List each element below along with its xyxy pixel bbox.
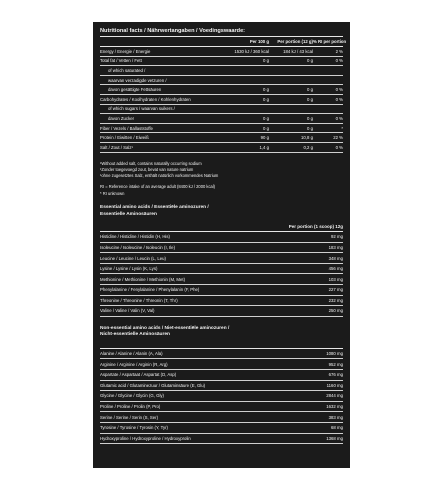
amino-acid-value: 250 mg <box>328 308 343 314</box>
amino-acid-value: 2844 mg <box>326 393 343 399</box>
amino-acid-row <box>100 434 343 445</box>
nonessential-title-line: Nicht-essentielle Aminosäuren <box>100 332 170 338</box>
essential-title-line: Essential amino acids / Essentiële aminozuren / <box>100 205 209 211</box>
footnote-line: ¹ohne zugesetztes Salz, enthält natürlich vorkommendes Natrium <box>100 173 219 179</box>
nutrition-row <box>100 47 343 57</box>
amino-acid-value: 232 mg <box>328 297 343 303</box>
value-ri: 22 % <box>333 135 343 141</box>
footnote-line: * RI unknown <box>100 190 125 196</box>
value-per-100g: 0 g <box>263 96 269 102</box>
amino-acid-label: Glycine / Glycine / Glycin (G, Gly) <box>100 393 164 399</box>
amino-acid-label: Alanine / Alanine / Alanin (A, Ala) <box>100 351 163 357</box>
nutrient-label: Energy / Energie / Energie <box>100 48 151 54</box>
amino-acid-row <box>100 370 343 381</box>
value-per-portion: 0 g <box>307 96 313 102</box>
nutrition-row <box>100 76 343 86</box>
footnote-line: ¹Zonder toegevoegd zout, bevat van nature natrium <box>100 166 194 172</box>
amino-acid-label: Serine / Serine / Serin (S, Ser) <box>100 414 159 420</box>
amino-acid-row <box>100 306 343 317</box>
nutrient-label: davon Zucker <box>108 115 135 121</box>
nutrition-row <box>100 85 343 95</box>
amino-acid-label: Valine / Valine / Valin (V, Val) <box>100 308 155 314</box>
nutrient-label: Carbohydrates / Koolhydraten / Kohlenhydraten <box>100 96 191 102</box>
amino-acid-row <box>100 381 343 392</box>
amino-acid-row <box>100 296 343 307</box>
footnote-line: ¹Without added salt, contains naturally occurring sodium <box>100 160 202 166</box>
value-per-portion: 0 g <box>307 125 313 131</box>
value-ri: 2 % <box>335 48 343 54</box>
amino-acid-row <box>100 359 343 370</box>
nutrient-label: of which sugars / waarvan suikers / <box>108 106 175 112</box>
value-ri: 0 % <box>335 144 343 150</box>
nutrient-label: Total fat / Vetten / Fett <box>100 58 142 64</box>
header-per-portion: Per portion (12 g) <box>277 39 313 44</box>
value-per-100g: 0 g <box>263 87 269 93</box>
value-per-portion: 10,8 g <box>301 135 313 141</box>
amino-acid-value: 383 mg <box>328 414 343 420</box>
amino-acid-value: 456 mg <box>328 266 343 272</box>
amino-acid-row <box>100 402 343 413</box>
amino-acid-row <box>100 232 343 243</box>
nutrition-row <box>100 105 343 115</box>
essential-table-header: Per portion (1 scoop) 12g <box>100 221 343 232</box>
amino-acid-value: 1160 mg <box>326 382 343 388</box>
nutrient-label: Salt / Zout / Salz¹ <box>100 144 133 150</box>
amino-acid-row <box>100 349 343 360</box>
amino-acid-value: 92 mg <box>331 234 343 240</box>
amino-acid-row <box>100 285 343 296</box>
amino-acid-value: 1632 mg <box>326 404 343 410</box>
nonessential-title-line: Non-essential amino acids / Niet-essentiële aminozuren / <box>100 325 230 331</box>
value-per-100g: 0 g <box>263 58 269 64</box>
nutrient-label: Fiber / Vezels / Ballaststoffe <box>100 125 153 131</box>
amino-acid-row <box>100 253 343 264</box>
amino-acid-label: Methionine / Methionine / Methionin (M, Met) <box>100 276 186 282</box>
nutrient-label: Protein / Eiwitten / Eiweiß <box>100 135 149 141</box>
value-per-100g: 0 g <box>263 115 269 121</box>
amino-acid-label: Arginine / Arginine / Arginin (R, Arg) <box>100 361 168 367</box>
value-per-portion: 0 g <box>307 58 313 64</box>
amino-acid-label: Threonine / Threonine / Threonin (T, Thr) <box>100 297 178 303</box>
value-per-100g: 1,4 g <box>259 144 269 150</box>
nutrient-label: of which saturated / <box>108 67 146 73</box>
amino-acid-label: Phenylalanine / Fenylalanine / Phenylalanin (F, Phe) <box>100 287 200 293</box>
amino-acid-row <box>100 412 343 423</box>
amino-acid-value: 227 mg <box>328 287 343 293</box>
amino-acid-value: 183 mg <box>328 244 343 250</box>
nutrition-row <box>100 114 343 124</box>
amino-acid-label: Lysine / Lysine / Lysin (K, Lys) <box>100 266 158 272</box>
nonessential-amino-table <box>100 348 343 444</box>
nutrition-row <box>100 143 343 153</box>
nutrition-table <box>100 36 347 153</box>
value-per-100g: 1530 kJ / 360 kcal <box>234 48 269 54</box>
amino-acid-value: 1368 mg <box>326 435 343 441</box>
footnote-line: RI = Reference intake of an average adult (8400 kJ / 2000 kcal) <box>100 184 216 190</box>
value-per-100g: 90 g <box>260 135 269 141</box>
nonessential-title <box>100 326 343 339</box>
amino-acid-value: 1080 mg <box>326 351 343 357</box>
value-ri: 0 % <box>335 115 343 121</box>
nutrient-label: waarvan verzadigde vetzuren / <box>108 77 167 83</box>
amino-acid-value: 952 mg <box>328 361 343 367</box>
header-per-100g: Per 100 g <box>249 39 269 44</box>
amino-acid-row <box>100 423 343 434</box>
footnotes <box>100 161 343 197</box>
value-per-portion: 0 g <box>307 87 313 93</box>
nutrition-row <box>100 133 343 143</box>
amino-acid-row <box>100 243 343 254</box>
nutrition-label-panel <box>93 22 350 468</box>
amino-acid-label: Proline / Proline / Prolin (P, Pro) <box>100 404 161 410</box>
value-ri: 0 % <box>335 96 343 102</box>
essential-amino-table <box>100 221 343 317</box>
nutrition-row <box>100 66 343 76</box>
nutrient-label: davon gesättigte Fettsäuren <box>108 87 162 93</box>
amino-acid-row <box>100 391 343 402</box>
value-per-portion: 184 kJ / 43 kcal <box>283 48 313 54</box>
amino-acid-row <box>100 264 343 275</box>
nutrition-row <box>100 95 343 105</box>
nutrition-row <box>100 57 343 67</box>
value-ri: 0 % <box>335 58 343 64</box>
value-per-100g: 0 g <box>263 125 269 131</box>
amino-acid-label: Leucine / Leucine / Leucin (L, Leu) <box>100 255 166 261</box>
amino-acid-row <box>100 274 343 285</box>
value-ri: 0 % <box>335 87 343 93</box>
header-ri: % RI per portion <box>313 39 347 44</box>
amino-acid-label: Aspartate / Aspartaat / Aspartat (D, Asp) <box>100 372 177 378</box>
amino-acid-label: Hydroxyproline / Hydroxyproline / Hydroxyprolin <box>100 435 191 441</box>
amino-acid-label: Tyrosine / Tyrosine / Tyrosin (Y, Tyr) <box>100 425 168 431</box>
amino-acid-value: 676 mg <box>328 372 343 378</box>
amino-acid-label: Isoleucine / Isoleucine / Isoleucin (I, Ile) <box>100 244 175 250</box>
amino-acid-value: 103 mg <box>328 276 343 282</box>
amino-acid-label: Glutamic acid / Glutaminezuur / Glutaminsäure (E, Glu) <box>100 382 206 388</box>
amino-acid-value: 348 mg <box>328 255 343 261</box>
nutrition-title: Nutritional facts / Nährwertangaben / Voedingswaarde: <box>100 28 246 34</box>
essential-title <box>100 205 343 218</box>
value-ri: * <box>341 125 343 131</box>
amino-acid-value: 68 mg <box>331 425 343 431</box>
value-per-portion: 0,2 g <box>303 144 313 150</box>
value-per-portion: 0 g <box>307 115 313 121</box>
nutrition-row <box>100 124 343 134</box>
amino-acid-label: Histidine / Histidine / Histidin (H, His) <box>100 234 170 240</box>
essential-title-line: Essentielle Aminosäuren <box>100 211 157 217</box>
nutrition-table-header <box>100 37 347 47</box>
